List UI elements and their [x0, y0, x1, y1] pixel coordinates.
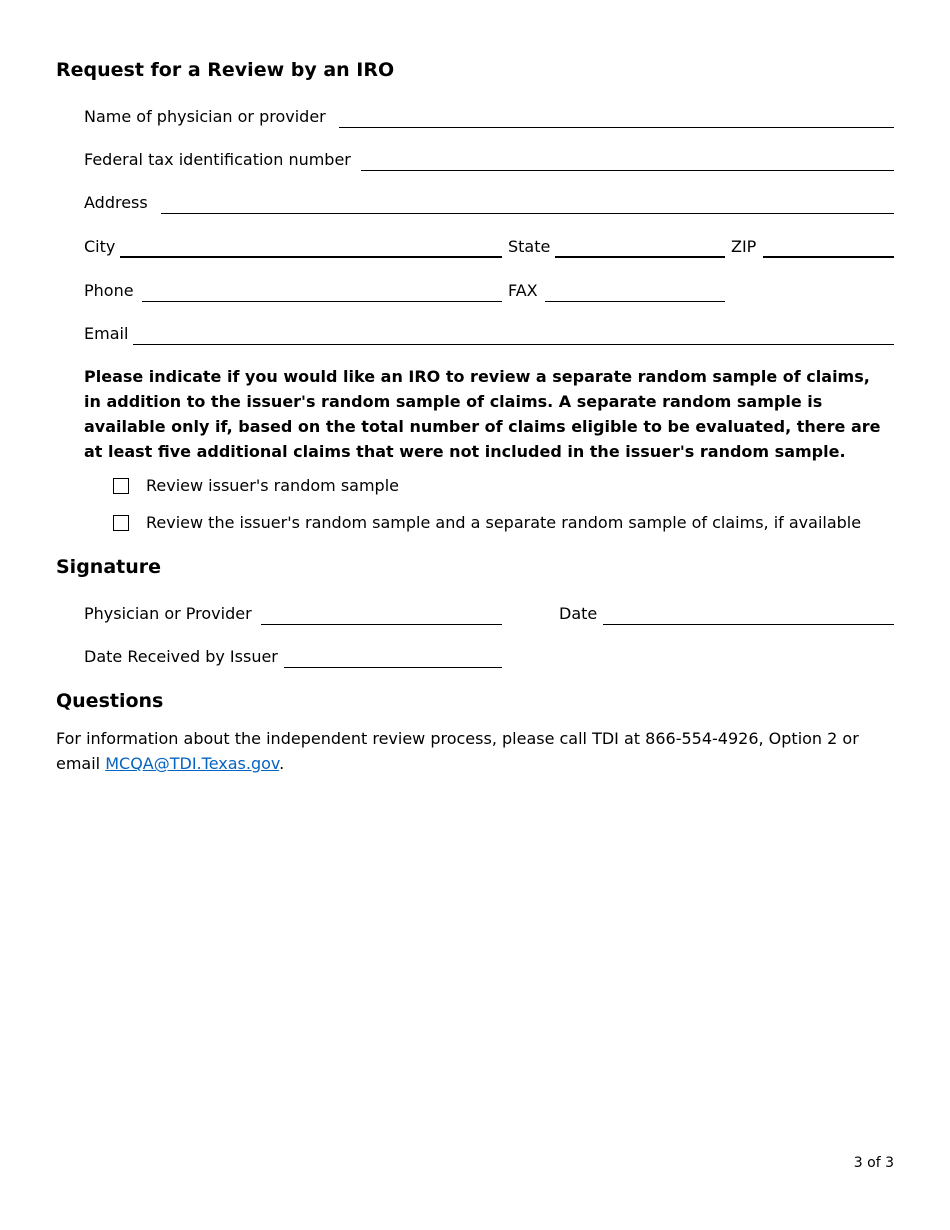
signature-section-heading: Signature — [56, 556, 162, 578]
state-field[interactable] — [555, 256, 725, 258]
fax-label: FAX — [508, 281, 538, 300]
page-number: 3 of 3 — [853, 1155, 894, 1171]
fax-field[interactable] — [545, 301, 725, 302]
tax-id-row — [84, 149, 894, 175]
city-state-zip-row — [84, 236, 894, 262]
date-received-label: Date Received by Issuer — [84, 647, 278, 666]
email-row — [84, 323, 894, 349]
phone-label: Phone — [84, 281, 134, 300]
signature-row — [84, 603, 894, 629]
email-field[interactable] — [133, 344, 894, 345]
separate-sample-checkbox[interactable] — [113, 515, 129, 531]
phone-field[interactable] — [142, 301, 502, 302]
sample-instruction: Please indicate if you would like an IRO to review a separate random sample of claims, in addition to the issuer's random sample of claims. A separate random sample is available only if, based on the total number of claims eligible to be evaluated, there are at least five additional claims that were not included in the issuer's random sample. — [84, 367, 881, 461]
address-field[interactable] — [161, 213, 894, 214]
email-link[interactable]: MCQA@TDI.Texas.gov — [105, 754, 280, 773]
questions-text-end: . — [279, 754, 285, 773]
email-label: Email — [84, 324, 129, 343]
tax-id-field[interactable] — [361, 170, 894, 171]
separate-sample-label: Review the issuer's random sample and a separate random sample of claims, if available — [146, 513, 862, 532]
issuer-sample-checkbox[interactable] — [113, 478, 129, 494]
city-label: City — [84, 237, 116, 256]
zip-field[interactable] — [763, 256, 894, 258]
name-field[interactable] — [339, 127, 894, 128]
state-label: State — [508, 237, 551, 256]
questions-section-heading: Questions — [56, 690, 164, 712]
zip-label: ZIP — [731, 237, 757, 256]
address-label: Address — [84, 193, 148, 212]
tax-id-label: Federal tax identification number — [84, 150, 351, 169]
request-section-heading: Request for a Review by an IRO — [56, 59, 395, 81]
date-label: Date — [559, 604, 598, 623]
date-received-row — [84, 646, 894, 672]
name-label: Name of physician or provider — [84, 107, 326, 126]
issuer-sample-label: Review issuer's random sample — [146, 476, 399, 495]
physician-signature-field[interactable] — [261, 624, 502, 625]
phone-fax-row — [84, 280, 894, 306]
name-row — [84, 106, 894, 132]
questions-text — [56, 726, 886, 776]
date-received-field[interactable] — [284, 667, 502, 668]
date-field[interactable] — [603, 624, 894, 625]
questions-text-body: For information about the independent review process, please call TDI at 866-554-4926, Option 2 or email — [56, 729, 859, 773]
address-row — [84, 192, 894, 218]
physician-signature-label: Physician or Provider — [84, 604, 252, 623]
city-field[interactable] — [120, 256, 502, 258]
